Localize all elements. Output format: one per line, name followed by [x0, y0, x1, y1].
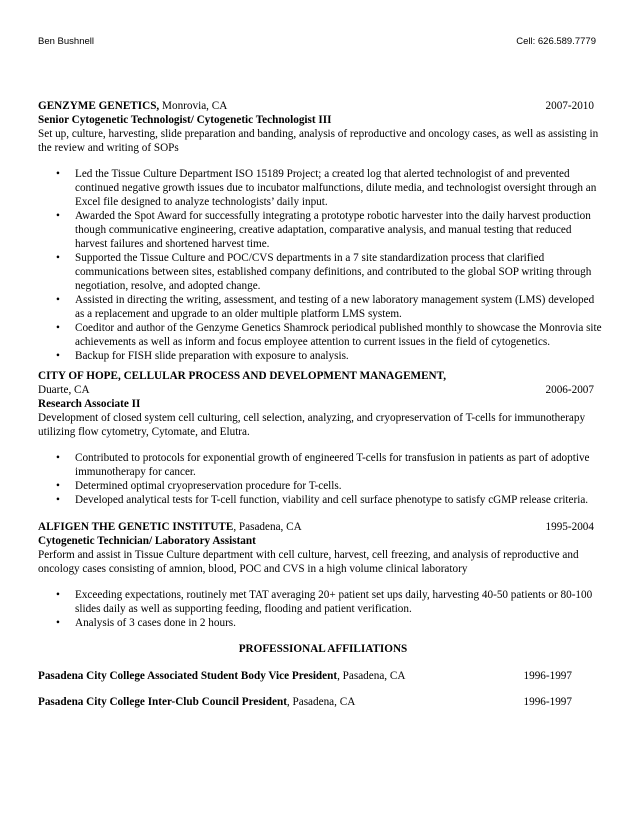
job-company: ALFIGEN THE GENETIC INSTITUTE: [38, 521, 234, 533]
job-bullets: [38, 451, 608, 507]
affiliations-title: PROFESSIONAL AFFILIATIONS: [238, 643, 408, 655]
job-description: Perform and assist in Tissue Culture department with cell culture, harvest, cell freezing, and analysis of reproductive and oncology cases consisting of amnion, blood, POC and CVS in a high volume clinical laboratory: [38, 549, 579, 575]
job-description: Development of closed system cell culturing, cell selection, analyzing, and cryopreservation of T-cells for immunotherapy utilizing flow cytometry, Cytomate, and Elutra.: [38, 412, 586, 438]
bullet-item: • Supported the Tissue Culture and POC/CVS departments in a 7 site standardization process that clarified communications between sites, established company definitions, and contributed to the global SOP writing through negotiation, resolve, and adopted change.: [75, 251, 608, 293]
bullet-item: • Led the Tissue Culture Department ISO 15189 Project; a created log that alerted technologist of and prevented continued negative growth issues due to incubator malfunctions, dilute media, and technologist oversight through an Excel file designed to analyze technologists’ daily input.: [75, 167, 608, 209]
job-alfigen: [38, 520, 608, 630]
job-bullets: [38, 167, 608, 363]
job-location: , Pasadena, CA: [233, 521, 302, 533]
job-bullets: [38, 588, 608, 630]
job-role: Research Associate II: [38, 398, 141, 410]
affiliation-item: [38, 669, 608, 683]
affiliation-org: Pasadena City College Associated Student Body Vice President: [38, 670, 338, 682]
job-location: Monrovia, CA: [159, 100, 228, 112]
job-dates: 1995-2004: [545, 521, 594, 533]
job-company-line: [38, 520, 302, 534]
job-genzyme: [38, 99, 608, 363]
bullet-item: • Determined optimal cryopreservation procedure for T-cells.: [75, 479, 608, 493]
affiliation-item: [38, 695, 608, 709]
bullet-item: • Backup for FISH slide preparation with exposure to analysis.: [75, 349, 608, 363]
job-company: CITY OF HOPE, CELLULAR PROCESS AND DEVELOPMENT MANAGEMENT,: [38, 370, 447, 382]
job-location: Duarte, CA: [38, 384, 90, 396]
job-header: [38, 383, 608, 397]
bullet-item: • Developed analytical tests for T-cell function, viability and cell surface phenotype to satisfy cGMP release criteria.: [75, 493, 608, 507]
bullet-item: • Awarded the Spot Award for successfully integrating a prototype robotic harvester into the daily harvest production though communicative engineering, creative adaptation, comparative analysis, and manual testing that reduced harvest failures and shortened harvest time.: [75, 209, 608, 251]
affiliation-location: , Pasadena, CA: [286, 696, 356, 708]
bullet-item: • Exceeding expectations, routinely met TAT averaging 20+ patient set ups daily, harvesting 40-50 patients or 80-100 slides daily as well as supporting feeding, flooding and patient verification.: [75, 588, 608, 616]
bullet-item: • Contributed to protocols for exponential growth of engineered T-cells for transfusion in patients as part of adoptive immunotherapy for cancer.: [75, 451, 608, 479]
bullet-item: • Assisted in directing the writing, assessment, and testing of a new laboratory management system (LMS) developed as a replacement and upgrade to an older multiple platform LMS system.: [75, 293, 608, 321]
affiliation-location: , Pasadena, CA: [337, 670, 406, 682]
job-description: Set up, culture, harvesting, slide preparation and banding, analysis of reproductive and oncology cases, as well as assisting in the review and writing of SOPs: [38, 128, 599, 154]
candidate-name: Ben Bushnell: [38, 36, 94, 47]
job-header: [38, 520, 608, 534]
job-role: Cytogenetic Technician/ Laboratory Assistant: [38, 535, 256, 547]
job-city-of-hope: [38, 369, 608, 507]
affiliation-dates: 1996-1997: [523, 696, 572, 708]
affiliation-line: [38, 695, 355, 709]
job-role: Senior Cytogenetic Technologist/ Cytogenetic Technologist III: [38, 114, 332, 126]
affiliation-org: Pasadena City College Inter-Club Council President: [38, 696, 287, 708]
resume-body: [38, 99, 608, 709]
job-dates: 2007-2010: [545, 100, 594, 112]
bullet-item: • Coeditor and author of the Genzyme Genetics Shamrock periodical published monthly to showcase the Monrovia site achievements as well as inform and focus employee attention to current issues in the field of cytogenetics.: [75, 321, 608, 349]
job-header: [38, 99, 608, 113]
bullet-item: • Analysis of 3 cases done in 2 hours.: [75, 616, 608, 630]
affiliation-line: [38, 669, 405, 683]
affiliation-dates: 1996-1997: [523, 670, 572, 682]
job-company-line: [38, 99, 227, 113]
page-header: [38, 36, 596, 47]
cell-phone: Cell: 626.589.7779: [516, 36, 596, 47]
job-dates: 2006-2007: [545, 384, 594, 396]
job-company: GENZYME GENETICS,: [38, 100, 160, 112]
